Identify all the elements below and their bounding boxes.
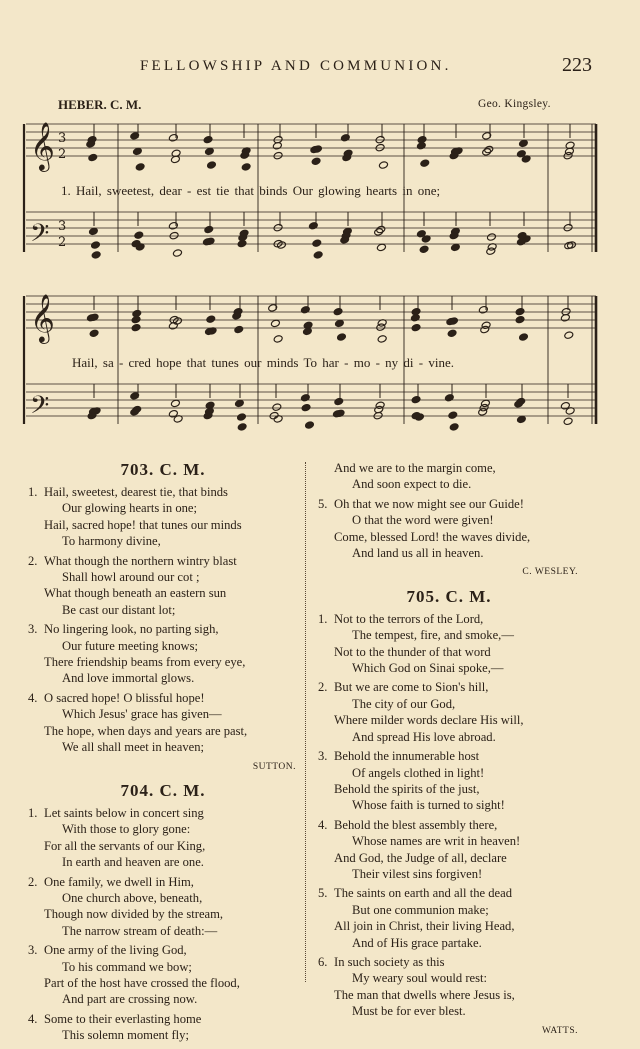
verse-line: The tempest, fire, and smoke,— bbox=[352, 628, 514, 643]
verse-line: For all the servants of our King, bbox=[44, 838, 206, 853]
verse-line bbox=[318, 817, 580, 833]
stanza bbox=[28, 942, 298, 1008]
verse-line bbox=[318, 885, 580, 901]
hymn-703-stanzas bbox=[28, 484, 298, 756]
stanza-number: 1. bbox=[28, 805, 38, 820]
verse-line bbox=[318, 679, 580, 695]
verse-line: And love immortal glows. bbox=[62, 671, 195, 686]
hymn-705-stanzas bbox=[318, 611, 580, 1020]
verse-line: Be cast our distant lot; bbox=[62, 602, 176, 617]
verse-line: Our glowing hearts in one; bbox=[62, 501, 198, 516]
stanza-number: 5. bbox=[318, 496, 328, 511]
stanza-number: 2. bbox=[28, 874, 38, 889]
stanza-number: 6. bbox=[318, 954, 328, 969]
stanza-number: 3. bbox=[28, 622, 38, 637]
verse-line: But one communion make; bbox=[352, 902, 489, 917]
tune-name: HEBER. C. M. bbox=[58, 97, 142, 112]
verse-line: Come, blessed Lord! the waves divide, bbox=[334, 529, 531, 544]
stanza-number: 4. bbox=[28, 690, 38, 705]
hymn-704-author: C. WESLEY. bbox=[522, 567, 578, 578]
lyric-line-1: 1. Hail, sweetest, dear - est tie that binds Our glowing hearts in one; bbox=[61, 183, 441, 198]
verse-line: And God, the Judge of all, declare bbox=[334, 850, 507, 865]
verse-line: And spread His love abroad. bbox=[352, 729, 496, 744]
verse-line: O that the word were given! bbox=[352, 513, 494, 528]
verse-text: One army of the living God, bbox=[44, 943, 187, 958]
verse-line bbox=[28, 621, 298, 637]
verse-text: One family, we dwell in Him, bbox=[44, 874, 194, 889]
verse-line: Though now divided by the stream, bbox=[44, 907, 224, 922]
svg-text:3: 3 bbox=[58, 219, 67, 234]
hymn-704-stanzas bbox=[28, 805, 298, 1044]
verse-line bbox=[318, 748, 580, 764]
verse-text: What though the northern wintry blast bbox=[44, 553, 237, 568]
verse-line: And soon expect to die. bbox=[352, 477, 472, 492]
svg-text:𝄞: 𝄞 bbox=[30, 121, 55, 170]
stanza bbox=[318, 679, 580, 745]
verse-line: Part of the host have crossed the flood, bbox=[44, 975, 240, 990]
stanza bbox=[28, 690, 298, 756]
verse-line: My weary soul would rest: bbox=[352, 971, 488, 986]
verse-line: The hope, when days and years are past, bbox=[44, 723, 248, 738]
verse-line: The man that dwells where Jesus is, bbox=[334, 987, 515, 1002]
verse-line: Not to the thunder of that word bbox=[334, 644, 491, 659]
music-score bbox=[0, 110, 640, 450]
verse-line bbox=[318, 496, 580, 512]
stanza bbox=[318, 496, 580, 562]
verse-line: Shall howl around our cot ; bbox=[62, 570, 200, 585]
verse-line bbox=[28, 1011, 298, 1027]
stanza-number: 3. bbox=[318, 749, 328, 764]
verse-line bbox=[28, 942, 298, 958]
verse-text: But we are come to Sion's hill, bbox=[334, 680, 489, 695]
hymn-703-author: SUTTON. bbox=[252, 761, 296, 772]
stanza-number: 2. bbox=[318, 680, 328, 695]
hymn-705-author: WATTS. bbox=[542, 1025, 578, 1036]
verse-text: Hail, sweetest, dearest tie, that binds bbox=[44, 485, 228, 499]
stanza-number: 4. bbox=[318, 817, 328, 832]
stanza-number: 3. bbox=[28, 943, 38, 958]
svg-text:𝄢: 𝄢 bbox=[30, 391, 50, 426]
verse-line: And of His grace partake. bbox=[352, 935, 482, 950]
hymn-704-continued bbox=[318, 460, 580, 561]
stanza bbox=[28, 484, 298, 550]
stanza bbox=[318, 817, 580, 883]
verse-line: Must be for ever blest. bbox=[352, 1004, 466, 1019]
verse-line: This solemn moment fly; bbox=[62, 1028, 189, 1043]
verse-line: In earth and heaven are one. bbox=[62, 855, 204, 870]
stanza bbox=[318, 611, 580, 677]
verse-text: Some to their everlasting home bbox=[44, 1011, 202, 1026]
verse-line bbox=[28, 805, 298, 821]
stanza bbox=[28, 874, 298, 940]
verse-text: Behold the innumerable host bbox=[334, 749, 480, 764]
svg-text:3: 3 bbox=[58, 131, 67, 146]
verse-line: Behold the spirits of the just, bbox=[334, 781, 480, 796]
verse-text: Not to the terrors of the Lord, bbox=[334, 611, 484, 626]
verse-line: All join in Christ, their living Head, bbox=[334, 919, 515, 934]
verse-text: Oh that we now might see our Guide! bbox=[334, 496, 524, 511]
verse-line: One church above, beneath, bbox=[62, 890, 203, 905]
verse-line: With those to glory gone: bbox=[62, 822, 191, 837]
stanza bbox=[28, 1011, 298, 1044]
stanza-number: 5. bbox=[318, 886, 328, 901]
verse-line: Hail, sacred hope! that tunes our minds bbox=[44, 517, 242, 532]
hymn-703-title: 703. C. M. bbox=[120, 460, 206, 479]
hymn-705-title: 705. C. M. bbox=[406, 586, 492, 606]
verse-line: And land us all in heaven. bbox=[352, 546, 484, 561]
svg-text:2: 2 bbox=[58, 235, 67, 250]
verse-line bbox=[28, 874, 298, 890]
verse-line: There friendship beams from every eye, bbox=[44, 655, 246, 670]
right-column bbox=[318, 460, 580, 1045]
verse-line: We all shall meet in heaven; bbox=[62, 740, 205, 755]
verse-line bbox=[28, 484, 298, 500]
verse-line: To harmony divine, bbox=[62, 534, 161, 549]
verse-line bbox=[28, 690, 298, 706]
stanza bbox=[318, 954, 580, 1020]
stanza bbox=[28, 553, 298, 619]
verse-text: The saints on earth and all the dead bbox=[334, 886, 512, 901]
stanza-number: 1. bbox=[28, 485, 38, 499]
running-title: FELLOWSHIP AND COMMUNION. bbox=[140, 58, 452, 74]
stanza-number: 2. bbox=[28, 553, 38, 568]
svg-text:2: 2 bbox=[58, 147, 67, 162]
stanza bbox=[318, 748, 580, 814]
verse-line: Whose faith is turned to sight! bbox=[352, 798, 505, 813]
verse-line bbox=[318, 611, 580, 627]
stanza-number: 1. bbox=[318, 611, 328, 626]
verse-text: Let saints below in concert sing bbox=[44, 805, 204, 820]
stanza-number: 4. bbox=[28, 1011, 38, 1026]
page-number: 223 bbox=[562, 54, 592, 76]
verse-line: And part are crossing now. bbox=[62, 992, 198, 1007]
verse-line: Which God on Sinai spoke,— bbox=[352, 661, 504, 676]
verse-line bbox=[28, 553, 298, 569]
lyric-line-2: Hail, sa - cred hope that tunes our minds To har - mo - ny di - vine. bbox=[72, 355, 454, 370]
verse-text: In such society as this bbox=[334, 954, 445, 969]
stanza bbox=[28, 621, 298, 687]
verse-line: Which Jesus' grace has given— bbox=[62, 707, 222, 722]
verse-line: Whose names are writ in heaven! bbox=[352, 834, 521, 849]
verse-line: Their vilest sins forgiven! bbox=[352, 866, 483, 881]
verse-line: The city of our God, bbox=[352, 696, 456, 711]
verse-text: No lingering look, no parting sigh, bbox=[44, 622, 219, 637]
hymn-704-title: 704. C. M. bbox=[120, 780, 206, 800]
verse-text: Behold the blest assembly there, bbox=[334, 817, 498, 832]
column-divider bbox=[305, 462, 306, 982]
verse-line: The narrow stream of death:— bbox=[62, 923, 218, 938]
svg-text:𝄢: 𝄢 bbox=[30, 219, 50, 254]
verse-line bbox=[318, 954, 580, 970]
verse-line: Where milder words declare His will, bbox=[334, 713, 524, 728]
composer-name: Geo. Kingsley. bbox=[478, 98, 551, 110]
verse-line: To his command we bow; bbox=[62, 959, 192, 974]
stanza bbox=[318, 885, 580, 951]
verse-line: What though beneath an eastern sun bbox=[44, 586, 227, 601]
verse-line: And we are to the margin come, bbox=[334, 461, 496, 475]
svg-text:𝄞: 𝄞 bbox=[30, 293, 55, 342]
left-column bbox=[28, 460, 298, 1047]
verse-line: Of angels clothed in light! bbox=[352, 765, 485, 780]
verse-text: O sacred hope! O blissful hope! bbox=[44, 690, 205, 705]
stanza bbox=[28, 805, 298, 871]
verse-line: Our future meeting knows; bbox=[62, 638, 199, 653]
stanza bbox=[318, 460, 580, 493]
